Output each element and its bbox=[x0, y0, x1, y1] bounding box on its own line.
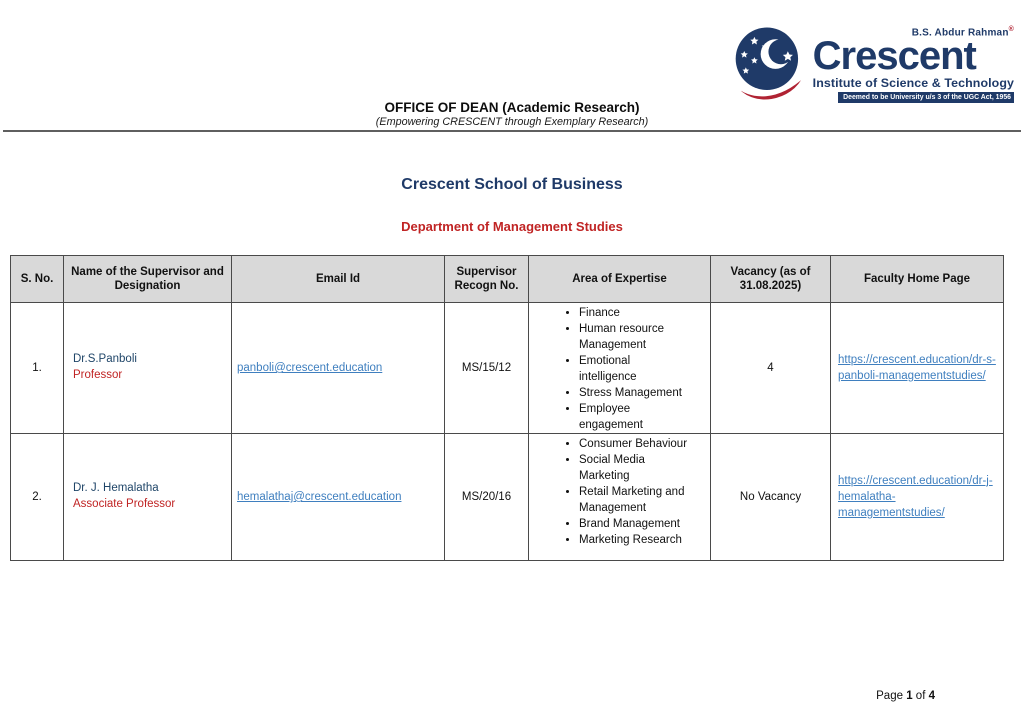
logo-institute-line: Institute of Science & Technology bbox=[812, 76, 1014, 91]
cell-name-designation bbox=[64, 434, 232, 561]
supervisor-name: Dr.S.Panboli bbox=[73, 353, 137, 366]
cell-recogn-no: MS/20/16 bbox=[445, 434, 529, 561]
expertise-item: • Stress Management bbox=[579, 385, 690, 401]
school-title: Crescent School of Business bbox=[401, 176, 623, 193]
expertise-item: • Employee engagement bbox=[579, 401, 690, 433]
cell-expertise bbox=[529, 303, 711, 434]
faculty-home-page-link[interactable]: https://crescent.education/dr-j-hemalatha-managementstudies/ bbox=[838, 474, 993, 520]
faculty-home-page-link[interactable]: https://crescent.education/dr-s-panboli-managementstudies/ bbox=[838, 353, 996, 382]
cell-vacancy: No Vacancy bbox=[711, 434, 831, 561]
header-area-of-expertise: Area of Expertise bbox=[529, 256, 711, 303]
expertise-item: • Finance bbox=[579, 305, 690, 321]
email-link[interactable]: hemalathaj@crescent.education bbox=[237, 491, 402, 503]
office-motto: (Empowering CRESCENT through Exemplary Research) bbox=[375, 116, 649, 128]
of-label: of bbox=[915, 690, 926, 702]
expertise-item: • Human resource Management bbox=[579, 321, 690, 353]
expertise-item: • Marketing Research bbox=[579, 532, 690, 548]
header-faculty-home-page: Faculty Home Page bbox=[831, 256, 1004, 303]
header-divider bbox=[3, 130, 1021, 132]
page-number-footer bbox=[876, 690, 935, 702]
supervisor-designation: Professor bbox=[73, 369, 123, 381]
expertise-item: • Retail Marketing and Management bbox=[579, 484, 690, 516]
table-row bbox=[11, 303, 1004, 434]
cell-email bbox=[232, 303, 445, 434]
page-number: 1 bbox=[906, 690, 913, 702]
header-name-designation: Name of the Supervisor and Designation bbox=[64, 256, 232, 303]
email-link[interactable]: panboli@crescent.education bbox=[237, 362, 383, 374]
supervisor-name: Dr. J. Hemalatha bbox=[73, 482, 159, 495]
logo-brand-name: Crescent bbox=[812, 34, 976, 79]
supervisor-designation: Associate Professor bbox=[73, 498, 176, 510]
cell-vacancy: 4 bbox=[711, 303, 831, 434]
office-header bbox=[0, 100, 1024, 128]
department-title: Department of Management Studies bbox=[401, 219, 623, 234]
cell-email bbox=[232, 434, 445, 561]
expertise-item: • Social Media Marketing bbox=[579, 452, 690, 484]
expertise-item: • Consumer Behaviour bbox=[579, 436, 690, 452]
logo-deemed-university-bar: Deemed to be University u/s 3 of the UGC Act, 1956 bbox=[838, 92, 1014, 103]
crescent-emblem-icon bbox=[731, 26, 809, 104]
supervisors-table bbox=[10, 255, 1004, 561]
crescent-logo bbox=[731, 26, 1014, 104]
cell-name-designation bbox=[64, 303, 232, 434]
expertise-list bbox=[529, 436, 690, 548]
header-supervisor-recogn-no: Supervisor Recogn No. bbox=[445, 256, 529, 303]
registered-mark: ® bbox=[1008, 26, 1014, 33]
page-label: Page bbox=[876, 690, 903, 702]
total-pages: 4 bbox=[928, 690, 935, 702]
expertise-item: • Emotional intelligence bbox=[579, 353, 690, 385]
header-email-id: Email Id bbox=[232, 256, 445, 303]
cell-home-page bbox=[831, 303, 1004, 434]
cell-home-page bbox=[831, 434, 1004, 561]
office-title: OFFICE OF DEAN (Academic Research) bbox=[384, 100, 640, 115]
table-row bbox=[11, 434, 1004, 561]
expertise-list bbox=[529, 305, 690, 433]
cell-recogn-no: MS/15/12 bbox=[445, 303, 529, 434]
cell-s-no: 2. bbox=[11, 434, 64, 561]
header-vacancy: Vacancy (as of 31.08.2025) bbox=[711, 256, 831, 303]
cell-expertise bbox=[529, 434, 711, 561]
table-header-row bbox=[11, 256, 1004, 303]
logo-owner-name: B.S. Abdur Rahman® bbox=[911, 26, 1014, 39]
header-s-no: S. No. bbox=[11, 256, 64, 303]
expertise-item: • Brand Management bbox=[579, 516, 690, 532]
cell-s-no: 1. bbox=[11, 303, 64, 434]
